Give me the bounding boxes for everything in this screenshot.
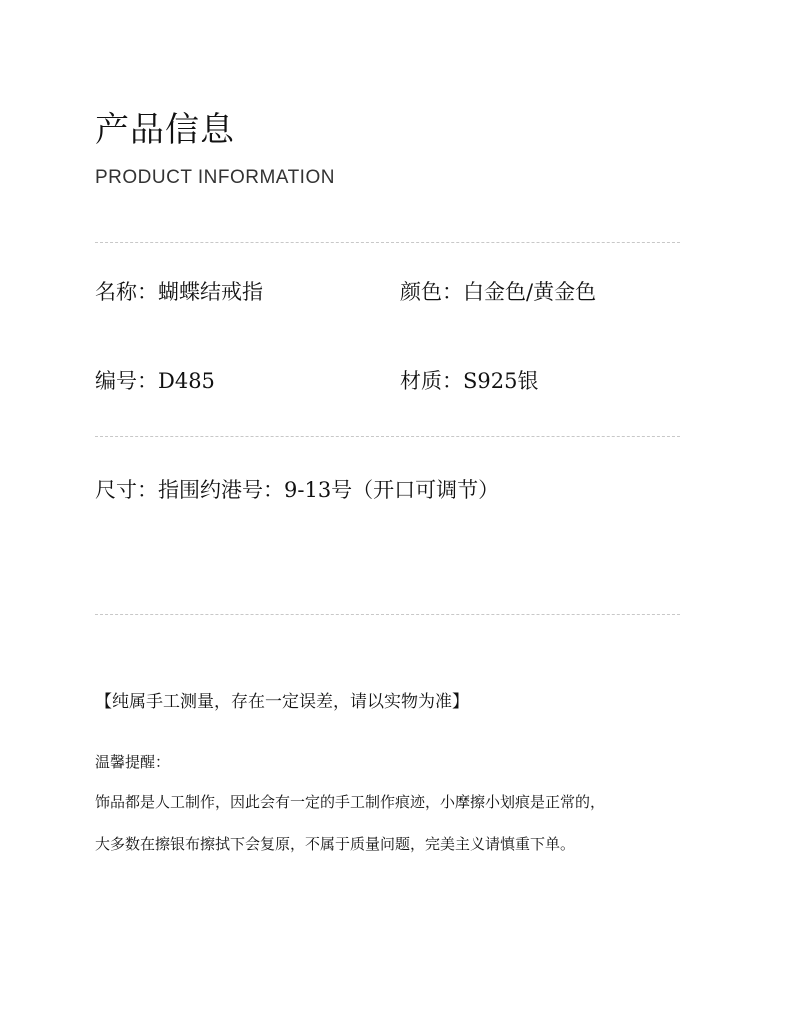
spec-name: 名称：蝴蝶结戒指 — [95, 280, 263, 304]
disclaimer-text: 【纯属手工测量，存在一定误差，请以实物为准】 — [95, 692, 469, 712]
spec-color: 颜色：白金色/黄金色 — [400, 280, 597, 304]
divider-3 — [95, 614, 680, 615]
divider-1 — [95, 242, 680, 243]
spec-code: 编号：D485 — [95, 369, 215, 393]
spec-size: 尺寸：指围约港号：9-13号（开口可调节） — [95, 478, 500, 502]
spec-material: 材质：S925银 — [400, 369, 539, 393]
reminder-line-2: 大多数在擦银布擦拭下会复原，不属于质量问题，完美主义请慎重下单。 — [95, 835, 576, 853]
page-title: 产品信息 — [95, 110, 235, 150]
reminder-label: 温馨提醒： — [95, 753, 171, 771]
page-subtitle: PRODUCT INFORMATION — [95, 167, 335, 188]
reminder-line-1: 饰品都是人工制作，因此会有一定的手工制作痕迹，小摩擦小划痕是正常的， — [95, 793, 606, 811]
divider-2 — [95, 436, 680, 437]
